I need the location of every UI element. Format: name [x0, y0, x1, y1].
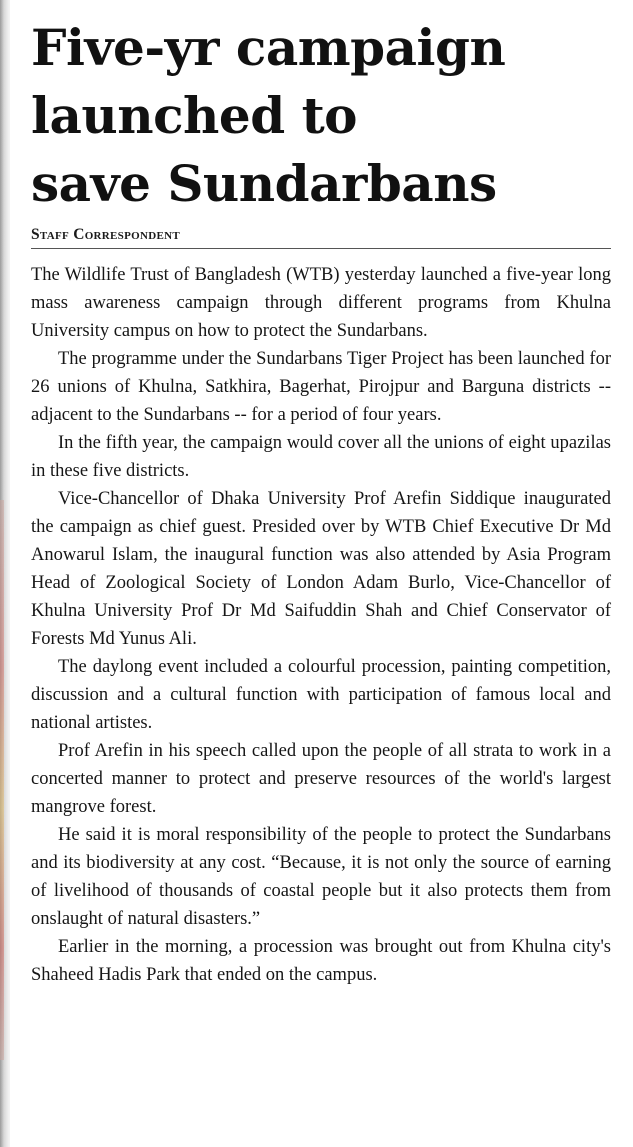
paragraph: The programme under the Sundarbans Tiger Project has been launched for 26 unions of Khulna, Satkhira, Bagerhat, Pirojpur and Barguna districts -- adjacent to the Sundarbans -- for a period of four years.: [31, 349, 611, 425]
headline-line-3: save Sundarbans: [31, 154, 497, 213]
headline-line-1: Five-yr campaign: [31, 18, 506, 77]
headline: [31, 14, 611, 218]
news-article: [31, 14, 611, 989]
paragraph: Earlier in the morning, a procession was brought out from Khulna city's Shaheed Hadis Park that ended on the campus.: [31, 937, 611, 985]
paragraph: He said it is moral responsibility of the people to protect the Sundarbans and its biodiversity at any cost. “Because, it is not only the source of earning of livelihood of thousands of coastal people but it also protects them from onslaught of natural disasters.”: [31, 825, 611, 929]
paragraph: Prof Arefin in his speech called upon the people of all strata to work in a concerted manner to protect and preserve resources of the world's largest mangrove forest.: [31, 741, 611, 817]
page-edge-color-strip: [0, 500, 4, 1060]
headline-line-2: launched to: [31, 86, 358, 145]
paragraph: The daylong event included a colourful procession, painting competition, discussion and a cultural function with participation of famous local and national artistes.: [31, 657, 611, 733]
paragraph: In the fifth year, the campaign would cover all the unions of eight upazilas in these five districts.: [31, 433, 611, 481]
paragraph: The Wildlife Trust of Bangladesh (WTB) yesterday launched a five-year long mass awareness campaign through different programs from Khulna University campus on how to protect the Sundarbans.: [31, 265, 611, 341]
paragraph: Vice-Chancellor of Dhaka University Prof Arefin Siddique inaugurated the campaign as chief guest. Presided over by WTB Chief Executive Dr Md Anowarul Islam, the inaugural function was also attended by Asia Program Head of Zoological Society of London Adam Burlo, Vice-Chancellor of Khulna University Prof Dr Md Saifuddin Shah and Chief Conservator of Forests Md Yunus Ali.: [31, 489, 611, 649]
byline: Staff Correspondent: [31, 226, 611, 249]
article-body: [31, 261, 611, 989]
